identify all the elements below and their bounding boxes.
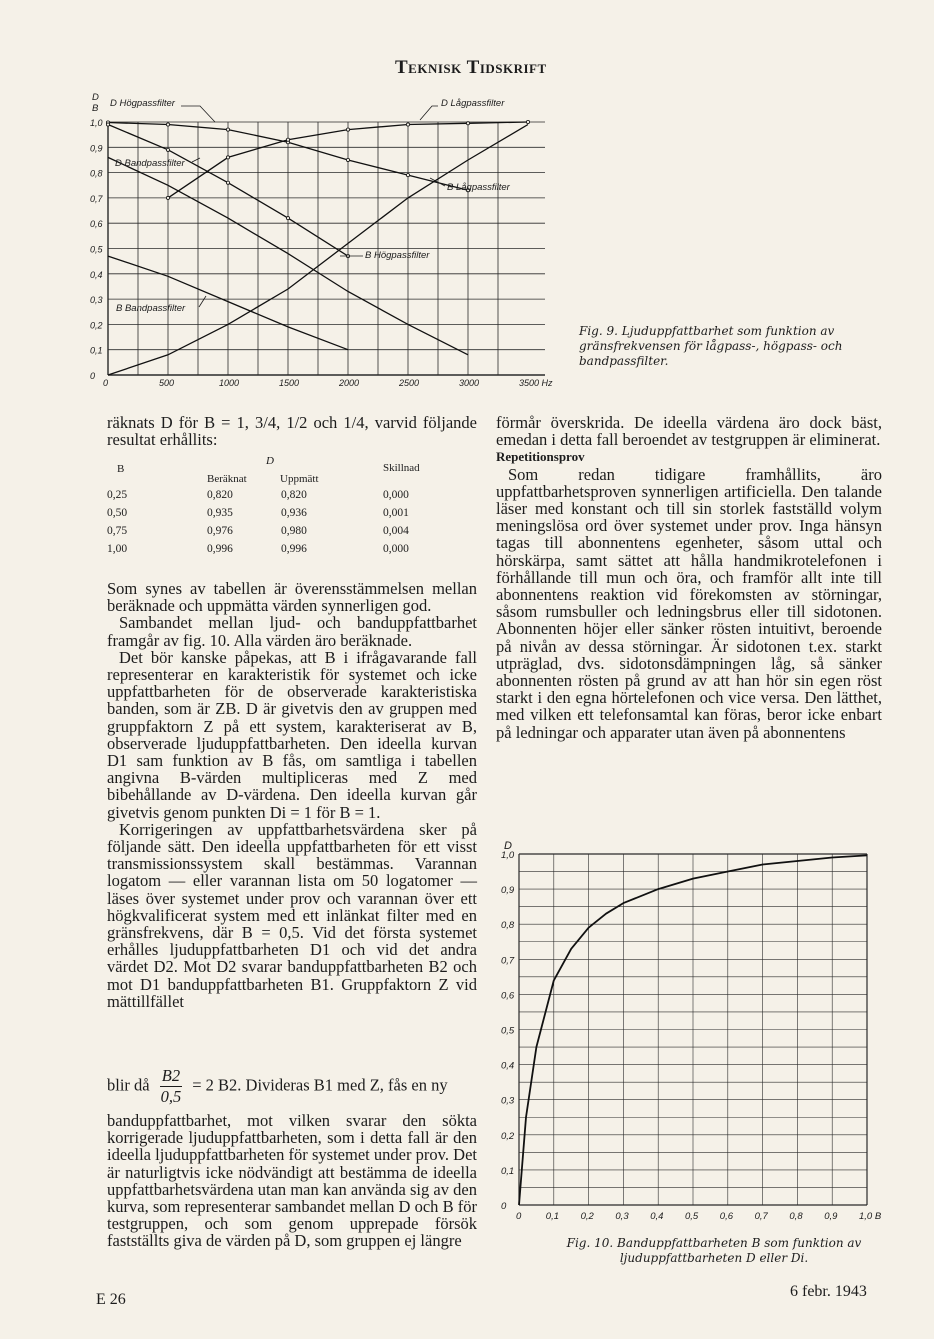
fig10-grid [519,854,867,1205]
fig9-point [406,174,409,177]
fig9-x-tick: 2000 [339,378,360,388]
table-cell: 0,820 [281,489,307,501]
fig10-x-tick: 0,4 [650,1211,664,1222]
fig10-y-tick: 0,7 [501,955,515,967]
left-column [107,580,477,1010]
fig9-x-tick: 1500 [279,378,300,388]
table-cell: 0,820 [207,489,233,501]
table-cell: 0,75 [107,525,128,537]
fig10-y-tick: 0,6 [501,990,515,1002]
formula [107,1066,477,1107]
left-paragraph-2: Sambandet mellan ljud- och banduppfattbarhet framgår av fig. 10. Alla värden äro beräknade. [107,613,477,650]
fig10-x-tick: 0 [516,1211,522,1222]
table-cell: 0,25 [107,489,128,501]
fig10-y-tick: 0,3 [501,1095,515,1107]
table-cell: 0,996 [281,543,307,555]
fig9-y-tick: 0,2 [90,320,103,331]
fig9-point [106,123,109,126]
left-intro: räknats D för B = 1, 3/4, 1/2 och 1/4, varvid följande resultat erhållits: [107,413,477,450]
fig10-y-tick: 0,2 [501,1130,515,1142]
formula-numerator: B2 [161,1066,181,1085]
fig9-y-tick: 0,1 [90,345,103,356]
table-cell: 0,000 [383,543,409,555]
fig9-x-tick: 0 [103,378,109,388]
fig9-point [226,156,229,159]
fig9-point [346,158,349,161]
fig9-y-tick: 0,7 [90,193,103,204]
fig10-y-tick: 0 [501,1201,507,1212]
label-b-hogpass: B Högpassfilter [365,250,430,261]
left-paragraph-1: Som synes av tabellen är överensstämmelsen mellan beräknade och uppmätta värden synnerligen god. [107,579,477,616]
leader-d-hogpass [181,106,215,122]
page-number: E 26 [96,1291,126,1308]
table-header-meas: Uppmätt [280,473,319,485]
left-paragraph-3: Det bör kanske påpekas, att B i ifrågavarande fall representerar en karakteristik för systemet och icke uppfattbarheten för de observerade karakteristiska banden, som är ZB. D är givetvis den av gruppen med gruppfaktorn Z på ett system, karakteriserat av B, observerade ljuduppfattbarheten. Den ideella kurvan D1 sam funktion av B fås, om samtliga i tabellen angivna B-värden multipliceras med Z med bibehållande av D-värdena. Den ideella kurvan går givetvis genom punkten Di = 1 för B = 1. [107,647,477,822]
fig9-x-tick: 3000 [459,378,480,388]
fig10-x-tick: 0,9 [824,1211,838,1222]
table-cell: 0,000 [383,489,409,501]
left-paragraph-4: Korrigeringen av uppfattbarhetsvärdena sker på följande sätt. Den ideella uppfattbarheten för ett visst transmissionssystem skall bestämmas. Varannan logatom — eller varannan lista om 50 logatomer — läses över systemet under prov och varannan över ett högkvalificerat system med ett inlänkat filter med en gränsfrekvens, där B = 0,5. Vid det första systemet erhålles ljuduppfattbarheten D1 och vid det andra värdet D2. Mot D2 svarar banduppfattbarheten B2 och mot D1 banduppfattbarheten B1. Gruppfaktorn Z vid mättillfället [107,819,477,1011]
fig10-x-tick: 0,8 [789,1211,803,1222]
fig9-point [226,181,229,184]
fig9-point [166,148,169,151]
formula-fraction [160,1066,182,1107]
fig9-y-tick: 0,4 [90,269,103,280]
fig9-y-tick: 0,8 [90,168,103,179]
right-column [496,414,882,741]
table-cell: 0,50 [107,507,128,519]
fig10-x-tick: 0,3 [615,1211,629,1222]
fig10-x-tick: 0,2 [580,1211,594,1222]
fig9-x-tick: 2500 [399,378,420,388]
label-b-bandpass: B Bandpassfilter [116,303,186,314]
fig9-point [286,138,289,141]
fig10-x-tick: 0,5 [685,1211,699,1222]
fig9-y-tick: 0,9 [90,143,103,154]
fig9-point [466,122,469,125]
fig9-caption: Fig. 9. Ljuduppfattbarhet som funktion av gränsfrekvensen för lågpass-, högpass- och bandpassfilter. [579,324,843,368]
label-d-bandpass: D Bandpassfilter [115,158,185,169]
right-paragraph-2: Som redan tidigare framhållits, äro uppfattbarhetsproven synnerligen artificiella. Den talande läser med konstant och till sin storlek fastställd volym meningslösa ord över systemet under prov. Inga hänsyn tagas till abonnentens egenheter, såsom uttal och hörskärpa, samt sättet att hålla handmikrotelefonen i förhållande till mun och öra, och framför allt inte till abonnentens reaktion vid förekomsten av störningar, såsom rumsbuller och ledningsbrus eller till sidotonen. Abonnenten höjer eller sänker rösten intuitivt, beroende på nivån av dessa störningar. Är sidotonen t.ex. starkt utpräglad, dvs. sidotonsdämpningen låg, så sänker abonnenten rösten på grund av att han hör sin egen röst starkt i den egna hörtelefonen och vice versa. Den lätthet, med vilken ett telefonsamtal kan föras, beror icke enbart på ledningar och apparater utan även på abonnentens [496,464,882,742]
table-header-b: B [117,463,125,475]
table-cell: 0,004 [383,525,409,537]
leader-d-bandpass [192,158,200,162]
formula-post: = 2 B2. Divideras B1 med Z, fås en ny [192,1075,448,1095]
fig9-x-tick: 3500 Hz [519,378,553,388]
fig10-x-tick: 0,6 [719,1211,734,1222]
table-cell: 0,001 [383,507,409,519]
fig10-y-tick: 0,8 [501,920,515,932]
fig10-y-tick: 0,4 [501,1060,515,1072]
fig10-x-tick: 0,1 [545,1211,560,1222]
formula-denominator: 0,5 [160,1087,182,1106]
fig9-x-tick: 500 [159,378,175,388]
fig10-y-tick: 0,5 [501,1025,515,1037]
table-cell: 1,00 [107,543,128,555]
label-d-hogpass: D Högpassfilter [110,98,175,109]
fig10-ticks [501,850,882,1222]
fig9-point [226,128,229,131]
fig9-labels [92,92,511,314]
table-cell: 0,976 [207,525,233,537]
label-b-lagpass: B Lågpassfilter [447,182,510,193]
table-header-calc: Beräknat [207,473,247,485]
formula-pre: blir då [107,1075,150,1095]
fig9-point [166,196,169,199]
masthead: Teknisk Tidskrift [395,57,547,78]
leader-b-bandpass [199,296,206,307]
fig9-y-tick: 0 [90,371,96,381]
fig10-series-line [519,855,867,1205]
table-cell: 0,936 [281,507,307,519]
fig10-y-tick: 0,9 [501,885,515,897]
fig10-lines [519,855,867,1205]
table-cell: 0,980 [281,525,307,537]
results-table [107,455,447,575]
fig10-y-axis-label: D [504,840,512,852]
fig9-point [286,217,289,220]
fig9-y-tick: 1,0 [90,118,103,128]
fig9-y-axis-label-b: B [92,103,99,114]
fig9-point [166,123,169,126]
issue-date: 6 febr. 1943 [790,1283,867,1300]
fig9-y-tick: 0,3 [90,295,103,306]
leader-d-lagpass [420,106,438,120]
fig9-x-tick: 1000 [219,378,240,388]
fig9-point [406,123,409,126]
fig10-x-tick: 1,0 B [859,1211,882,1222]
fig9-y-tick: 0,5 [90,244,103,255]
table-header-d: D [266,455,274,467]
fig10-caption: Fig. 10. Banduppfattbarheten B som funktion av ljuduppfattbarheten D eller Di. [566,1236,862,1265]
table-cell: 0,935 [207,507,233,519]
fig9-y-axis-label-d: D [92,92,99,103]
right-paragraph-1: förmår överskrida. De ideella värdena äro dock bäst, emedan i detta fall beroendet av testgruppen är eliminerat. [496,413,882,450]
fig9-y-tick: 0,6 [90,219,103,230]
fig10-y-tick: 0,1 [501,1165,515,1177]
fig9-point [526,120,529,123]
right-heading: Repetitionsprov [496,449,585,465]
fig9-point [346,128,349,131]
left-final-paragraph: banduppfattbarhet, mot vilken svarar den sökta korrigerade ljuduppfattbarheten, som i detta fall är den ideella ljuduppfattbarheten för systemet under prov. Det är naturligtvis icke nödvändigt att bestämma de ideella uppfattbarhetsvärdena utan man kan använda sig av den kurva, som representerar sambandet mellan D och B för testgruppen, och som genom upprepade försök fastställts giva de värden på D, som gruppen ej längre [107,1111,477,1251]
table-cell: 0,996 [207,543,233,555]
table-header-diff: Skillnad [383,462,420,474]
fig10-x-tick: 0,7 [754,1211,768,1222]
label-d-lagpass: D Lågpassfilter [441,98,505,109]
fig10-y-tick: 1,0 [501,850,515,861]
